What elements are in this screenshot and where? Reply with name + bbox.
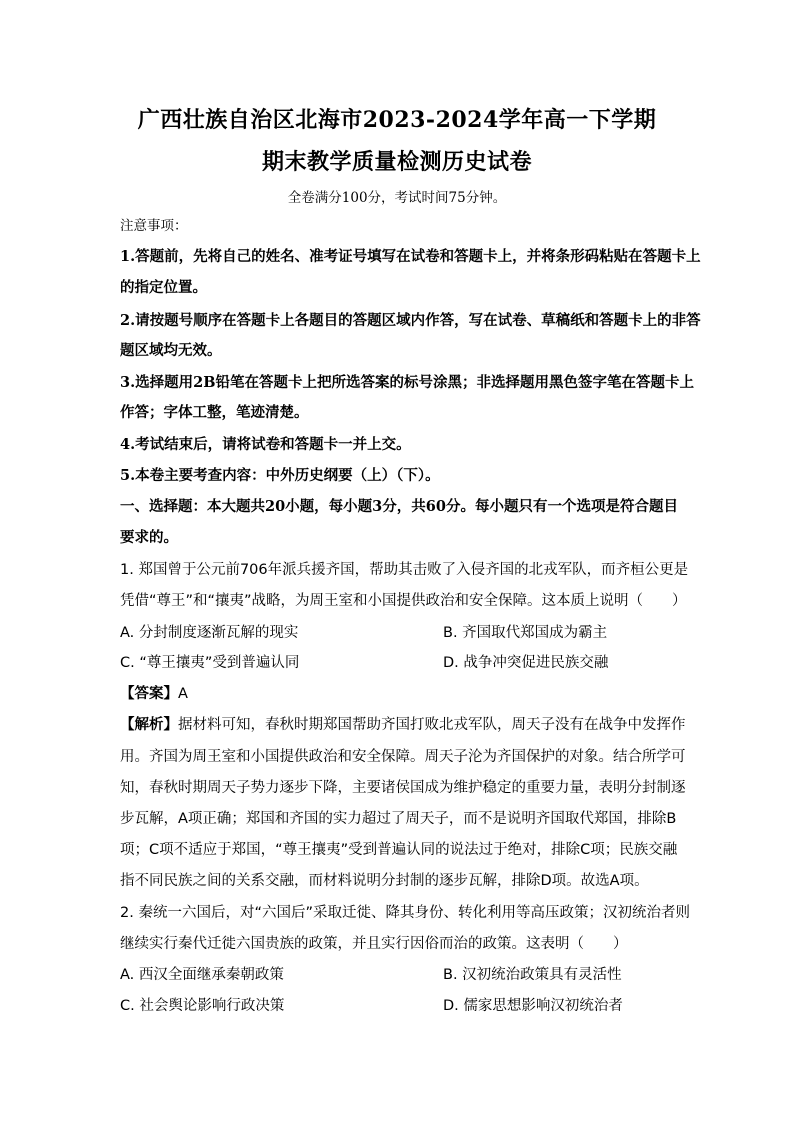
note-1-line-2: 的指定位置。: [120, 279, 207, 296]
analysis-text-1: 据材料可知，春秋时期郑国帮助齐国打败北戎军队，周天子没有在战争中发挥作: [178, 717, 686, 733]
question-1-analysis-line-3: 知，春秋时期周天子势力逐步下降，主要诸侯国成为维护稳定的重要力量，表明分封制逐: [120, 780, 686, 796]
note-1-line-1: 1.答题前，先将自己的姓名、准考证号填写在试卷和答题卡上，并将条形码粘贴在答题卡上: [120, 248, 701, 265]
answer-value: A: [178, 686, 188, 702]
note-4: 4.考试结束后，请将试卷和答题卡一并上交。: [120, 436, 411, 453]
question-1-stem-line-2: 凭借“尊王”和“攘夷”战略，为周王室和小国提供政治和安全保障。这本质上说明（ ）: [120, 593, 687, 609]
question-2-option-c: C. 社会舆论影响行政决策: [120, 998, 285, 1014]
question-2-option-b: B. 汉初统治政策具有灵活性: [443, 967, 622, 983]
exam-subtitle: 全卷满分100分，考试时间75分钟。: [287, 190, 507, 206]
question-2-option-d: D. 儒家思想影响汉初统治者: [443, 998, 623, 1014]
question-1-analysis-line-4: 步瓦解，A项正确；郑国和齐国的实力超过了周天子，而不是说明齐国取代郑国，排除B: [120, 811, 677, 827]
answer-label: 【答案】: [120, 686, 178, 702]
note-2-line-1: 2.请按题号顺序在答题卡上各题目的答题区域内作答，写在试卷、草稿纸和答题卡上的非答: [120, 312, 701, 329]
question-1-analysis-line-5: 项；C项不适应于郑国，“尊王攘夷”受到普遍认同的说法过于绝对，排除C项；民族交融: [120, 842, 678, 858]
question-1-option-a: A. 分封制度逐渐瓦解的现实: [120, 625, 299, 641]
question-1-option-c: C. “尊王攘夷”受到普遍认同: [120, 655, 300, 671]
analysis-label: 【解析】: [120, 717, 178, 733]
question-2-stem-line-2: 继续实行秦代迁徙六国贵族的政策，并且实行因俗而治的政策。这表明（ ）: [120, 936, 628, 952]
section-heading-line-1: 一、选择题：本大题共20小题，每小题3分，共60分。每小题只有一个选项是符合题目: [120, 498, 678, 515]
note-3-line-1: 3.选择题用2B铅笔在答题卡上把所选答案的标号涂黑；非选择题用黑色签字笔在答题卡上: [120, 374, 694, 391]
question-1-option-d: D. 战争冲突促进民族交融: [443, 655, 609, 671]
exam-title-line2: 期末教学质量检测历史试卷: [261, 149, 532, 175]
section-heading-line-2: 要求的。: [120, 529, 178, 546]
question-1-stem-line-1: 1. 郑国曾于公元前706年派兵援齐国，帮助其击败了入侵齐国的北戎军队，而齐桓公更是: [120, 562, 689, 578]
question-1-analysis-line-2: 用。齐国为周王室和小国提供政治和安全保障。周天子沦为齐国保护的对象。结合所学可: [120, 749, 686, 765]
note-3-line-2: 作答；字体工整，笔迹清楚。: [120, 404, 309, 421]
question-2-option-a: A. 西汉全面继承秦朝政策: [120, 967, 284, 983]
question-1-option-b: B. 齐国取代郑国成为霸主: [443, 625, 608, 641]
note-5: 5.本卷主要考查内容：中外历史纲要（上）（下）。: [120, 467, 440, 484]
note-2-line-2: 题区域均无效。: [120, 342, 222, 359]
question-1-answer: [120, 684, 680, 704]
question-1-analysis-line-1: [120, 715, 686, 735]
question-2-stem-line-1: 2. 秦统一六国后，对“六国后”采取迁徙、降其身份、转化利用等高压政策；汉初统治者则: [120, 905, 690, 921]
exam-title-line1: 广西壮族自治区北海市2023-2024学年高一下学期: [137, 107, 657, 133]
notes-heading: 注意事项：: [120, 218, 188, 234]
question-1-analysis-line-6: 指不同民族之间的关系交融，而材料说明分封制的逐步瓦解，排除D项。故选A项。: [120, 873, 649, 889]
